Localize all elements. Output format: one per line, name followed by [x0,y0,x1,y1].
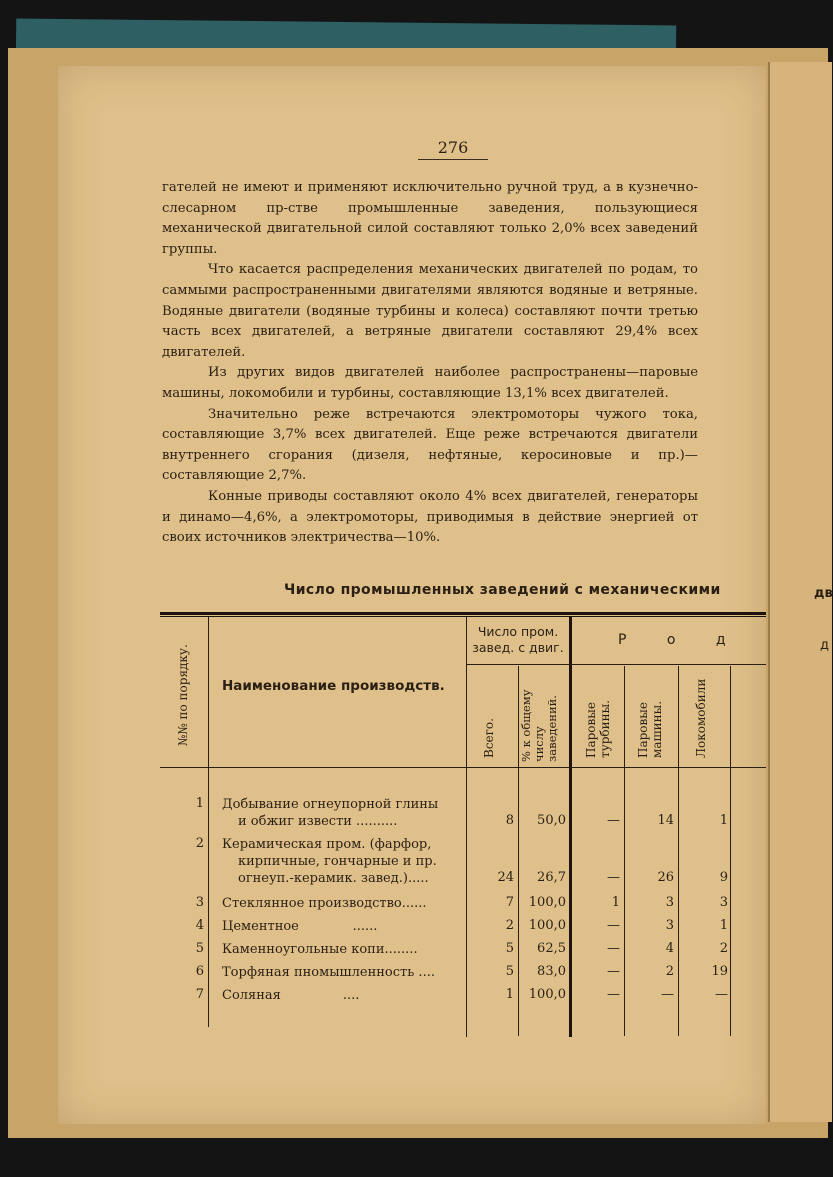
cell-steam-machines: 14 [657,813,674,828]
right-page-header-fragment: д [820,638,829,653]
header-total: Всего. [482,718,496,758]
cell-locomobiles: — [715,987,728,1002]
cell-total: 8 [505,813,514,828]
col-divider-machines [678,666,679,1036]
group-header-underline [466,664,570,665]
cell-locomobiles: 3 [719,895,728,910]
row-name-line: Добывание огнеупорной глины [222,797,439,812]
cell-locomobiles: 1 [719,918,728,933]
cell-percent: 100,0 [528,918,566,933]
row-number: 7 [195,987,204,1002]
cell-steam-turbines: 1 [611,895,620,910]
header-bottom-rule [160,767,766,768]
cell-steam-machines: 4 [665,941,674,956]
row-name-line: Каменноугольные копи........ [222,942,418,957]
paragraph: Что касается распределения механических двигателей по родам, то саммыми распространенными двигателями являются водяные и ветряные. Водяные двигатели (водяные турбины и колеса) составляют почти третью часть всех двигателей, а ветряные двигатели составляют 29,4% всех двигателей. [162,262,698,360]
row-number: 6 [195,964,204,979]
cell-steam-turbines: — [607,813,620,828]
table-top-rule-thin [160,616,766,617]
cell-total: 2 [505,918,514,933]
cell-steam-machines: 3 [665,895,674,910]
cell-steam-turbines: — [607,964,620,979]
paragraph: Из других видов двигателей наиболее распространены—паровые машины, локомобили и турбины, составляющие 13,1% всех двигателей. [162,365,698,401]
cell-total: 1 [505,987,514,1002]
cell-percent: 83,0 [537,964,566,979]
row-name-line: Керамическая пром. (фарфор, [222,837,432,852]
cell-steam-machines: 26 [657,870,674,885]
rod-header-underline [570,664,766,665]
row-name-line: Соляная .... [222,988,360,1003]
cell-total: 24 [497,870,514,885]
table-title: Число промышленных заведений с механическими [284,582,721,598]
header-group: Число пром. завед. с двиг. [472,624,564,655]
paragraph: Конные приводы составляют около 4% всех двигателей, генераторы и динамо—4,6%, а электромоторы, приводимыя в действие энергией от своих источников электричества—10%. [162,488,698,546]
cell-percent: 100,0 [528,895,566,910]
right-page-title-fragment: дв [814,586,833,601]
col-divider-locomobiles [730,666,731,1036]
cell-total: 7 [505,895,514,910]
body-text [162,178,698,549]
table-top-rule [160,612,766,615]
row-name-line: огнеуп.-керамик. завед.)..... [238,871,429,886]
cell-percent: 26,7 [537,870,566,885]
row-number: 3 [195,895,204,910]
header-steam-turbines: Паровые турбины. [584,700,612,758]
header-num: №№ по порядку. [176,644,190,746]
row-name-line: Торфяная пномышленность .... [222,965,435,980]
row-name-line: кирпичные, гончарные и пр. [238,854,437,869]
book-page [58,66,766,1124]
header-rod: Р о д [618,632,744,648]
row-number: 5 [195,941,204,956]
cell-percent: 50,0 [537,813,566,828]
cell-steam-machines: 2 [665,964,674,979]
cell-steam-turbines: — [607,918,620,933]
cell-percent: 62,5 [537,941,566,956]
cell-locomobiles: 9 [719,870,728,885]
row-number: 2 [195,836,204,851]
page-number: 276 [418,138,488,160]
header-steam-machines: Паровые машины. [636,700,664,758]
cell-locomobiles: 19 [711,964,728,979]
paragraph: Значительно реже встречаются электромоторы чужого тока, составляющие 3,7% всех двигателей. Еще реже встречаются двигатели внутреннего сгорания (дизеля, нефтяные, керосиновые и пр.)—составляющие 2,7%. [162,406,698,484]
col-divider-num [208,617,209,1027]
header-name: Наименование производств. [222,678,445,694]
col-divider-turbines [624,666,625,1036]
cell-total: 5 [505,941,514,956]
col-divider-name [466,617,467,1037]
cell-steam-machines: 3 [665,918,674,933]
cell-steam-turbines: — [607,941,620,956]
cell-steam-turbines: — [607,987,620,1002]
paragraph: гателей не имеют и применяют исключительно ручной труд, а в кузнечно-слесарном пр-стве промышленные заведения, пользующиеся механической двигательной силой составляют только 2,0% всех заведений группы. [162,180,698,257]
cell-steam-machines: — [661,987,674,1002]
row-name-line: и обжиг извести .......... [238,814,398,829]
row-name-line: Цементное ...... [222,919,378,934]
header-percent: % к общему числу заведений. [519,689,559,762]
row-number: 1 [195,796,204,811]
header-locomobiles: Локомобили [694,678,708,758]
right-page-edge [768,62,832,1122]
cell-steam-turbines: — [607,870,620,885]
cell-locomobiles: 2 [719,941,728,956]
col-divider-percent [569,617,572,1037]
row-name-line: Стеклянное производство...... [222,896,427,911]
cell-locomobiles: 1 [719,813,728,828]
cell-total: 5 [505,964,514,979]
cell-percent: 100,0 [528,987,566,1002]
row-number: 4 [195,918,204,933]
